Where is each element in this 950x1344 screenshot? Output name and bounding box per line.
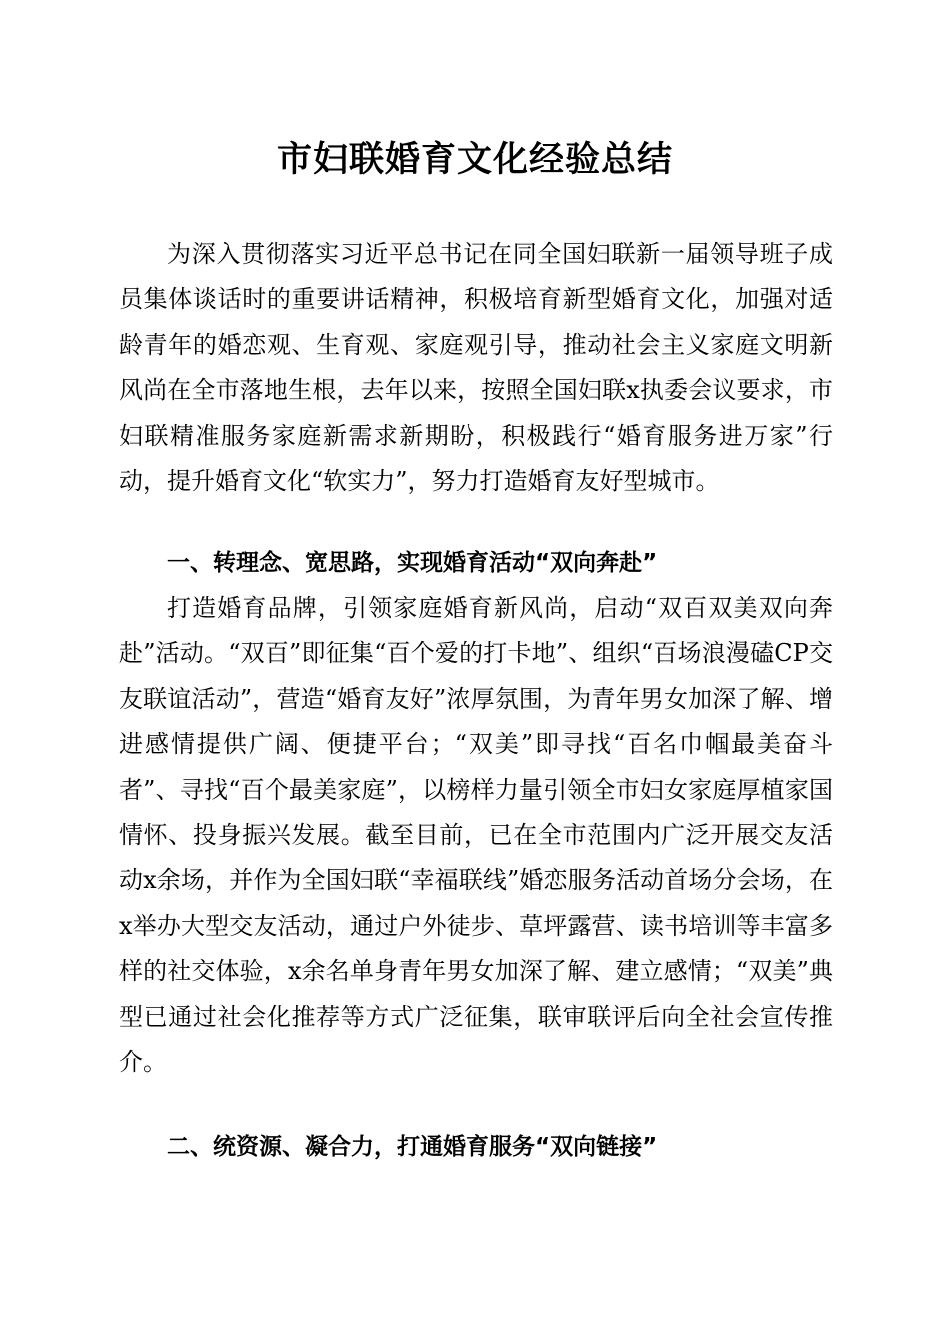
intro-paragraph: 为深入贯彻落实习近平总书记在同全国妇联新一届领导班子成员集体谈话时的重要讲话精神，积极培育新型婚育文化，加强对适龄青年的婚恋观、生育观、家庭观引导，推动社会主义家庭文明新风尚在全市落地生根，去年以来，按照全国妇联x执委会议要求，市妇联精准服务家庭新需求新期盼，积极践行“婚育服务进万家”行动，提升婚育文化“软实力”，努力打造婚育友好型城市。 [119, 240, 833, 496]
section-heading-2: 二、统资源、凝合力，打通婚育服务“双向链接” [167, 1134, 658, 1160]
document-title: 市妇联婚育文化经验总结 [276, 139, 673, 180]
section-1-paragraph: 打造婚育品牌，引领家庭婚育新风尚，启动“双百双美双向奔赴”活动。“双百”即征集“百个爱的打卡地”、组织“百场浪漫磕CP交友联谊活动”，营造“婚育友好”浓厚氛围，为青年男女加深了解、增进感情提供广阔、便捷平台；“双美”即寻找“百名巾帼最美奋斗者”、寻找“百个最美家庭”，以榜样力量引领全市妇女家庭厚植家国情怀、投身振兴发展。截至目前，已在全市范围内广泛开展交友活动x余场，并作为全国妇联“幸福联线”婚恋服务活动首场分会场，在x举办大型交友活动，通过户外徒步、草坪露营、读书培训等丰富多样的社交体验，x余名单身青年男女加深了解、建立感情；“双美”典型已通过社会化推荐等方式广泛征集，联审联评后向全社会宣传推介。 [119, 594, 833, 1077]
section-heading-1: 一、转理念、宽思路，实现婚育活动“双向奔赴” [167, 550, 658, 576]
